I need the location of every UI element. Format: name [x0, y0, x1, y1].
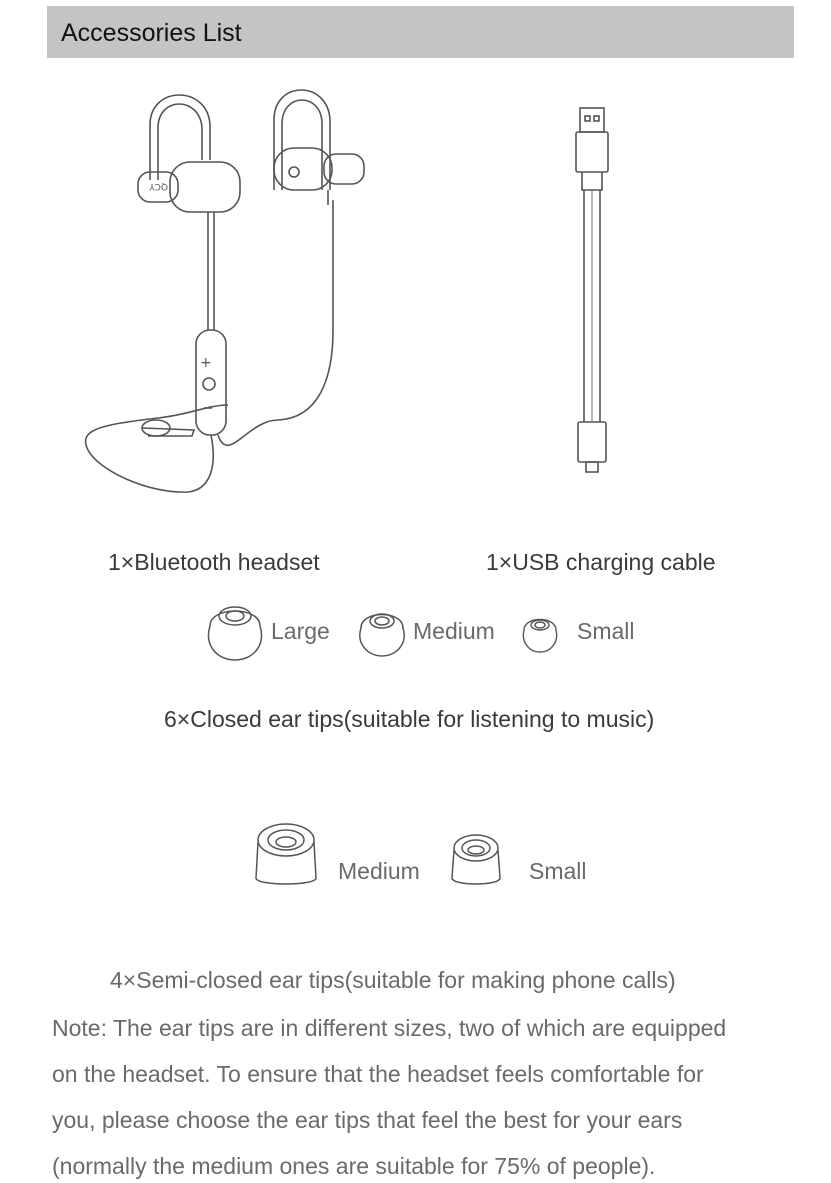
semi-tip-size-small: Small — [529, 858, 587, 884]
svg-text:+: + — [200, 355, 212, 371]
closed-tip-size-large: Large — [271, 618, 330, 644]
caption-semi-closed-ear-tips: 4×Semi-closed ear tips(suitable for making phone calls) — [110, 967, 676, 993]
note-paragraph — [52, 1005, 792, 1183]
note-line: on the headset. To ensure that the headset feels comfortable for — [52, 1061, 704, 1087]
note-line: you, please choose the ear tips that feel the best for your ears — [52, 1107, 683, 1133]
caption-usb-cable: 1×USB charging cable — [486, 549, 716, 575]
ear-tip-small-illustration — [521, 614, 559, 654]
bluetooth-headset-illustration — [78, 80, 378, 500]
note-line: (normally the medium ones are suitable for 75% of people). — [52, 1153, 656, 1179]
semi-tip-medium-illustration — [252, 820, 320, 890]
usb-cable-illustration — [560, 100, 630, 480]
closed-tip-size-medium: Medium — [413, 618, 495, 644]
ear-tip-large-illustration — [202, 598, 268, 664]
caption-headset: 1×Bluetooth headset — [108, 549, 320, 575]
ear-tip-medium-illustration — [356, 606, 408, 658]
semi-tip-size-medium: Medium — [338, 858, 420, 884]
section-header — [47, 6, 794, 58]
section-title: Accessories List — [61, 19, 242, 47]
semi-tip-small-illustration — [449, 832, 503, 890]
closed-tip-size-small: Small — [577, 618, 635, 644]
brand-text: QCY — [149, 181, 168, 191]
note-line: Note: The ear tips are in different sizes, two of which are equipped — [52, 1015, 727, 1041]
caption-closed-ear-tips: 6×Closed ear tips(suitable for listening to music) — [164, 706, 655, 732]
